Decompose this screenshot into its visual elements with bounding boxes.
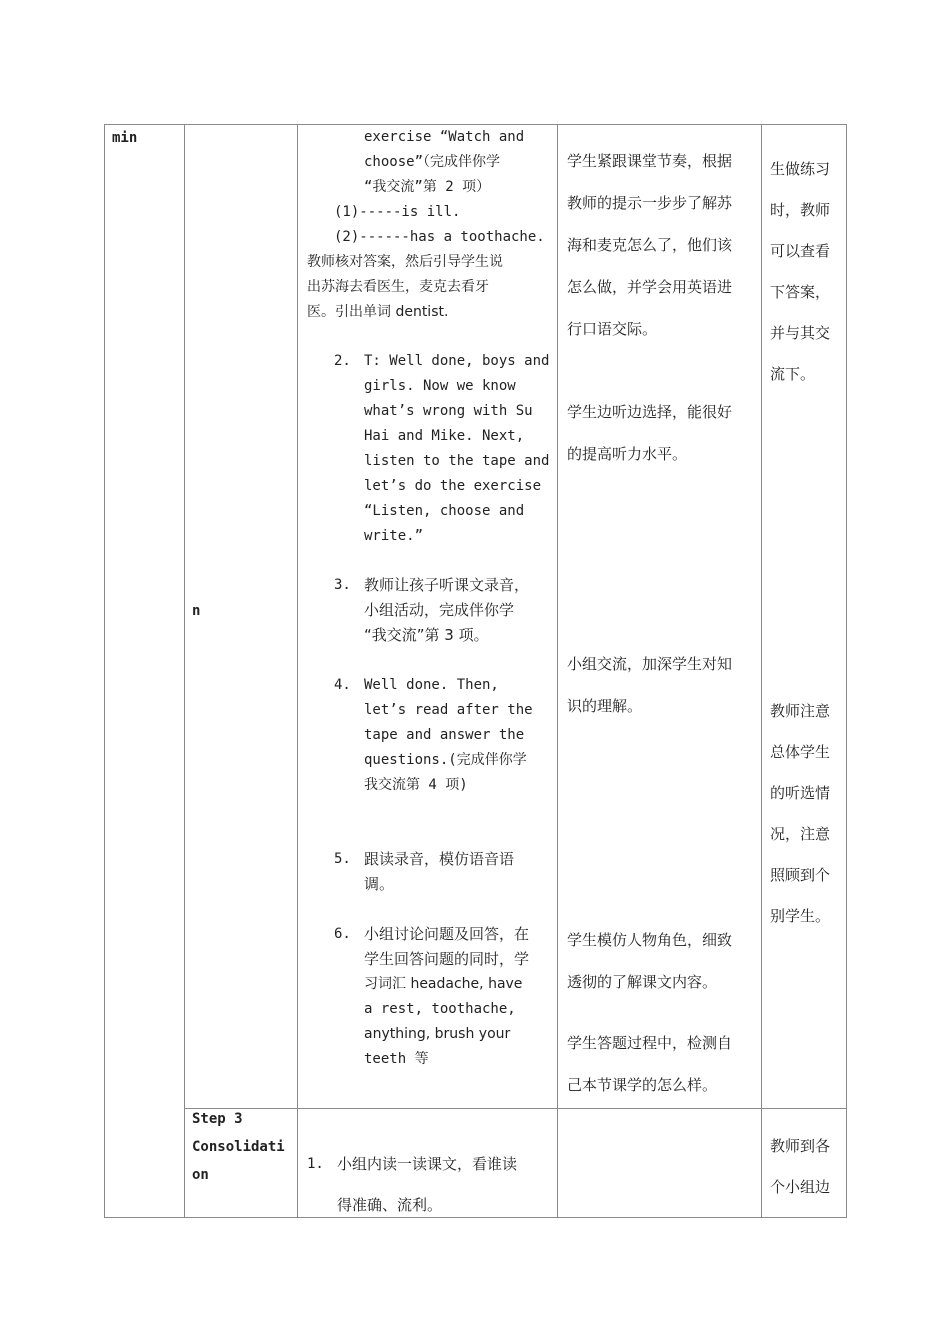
activity-line: 海和麦克怎么了，他们该: [567, 236, 733, 254]
activity-line: 识的理解。: [567, 697, 643, 715]
step-line: “我交流”第 3 项。: [364, 626, 489, 644]
step-number: 2.: [334, 353, 351, 369]
step-line: tape and answer the: [364, 727, 525, 743]
intent-para: [770, 1126, 840, 1208]
teacher-note-line: 教师核对答案，然后引导学生说: [307, 254, 503, 270]
step-line: 小组内读一读课文，看谁读: [337, 1155, 518, 1173]
intent-line: 生做练习: [770, 160, 831, 178]
intent-line: 个小组边: [770, 1178, 831, 1196]
activity-para: [567, 919, 753, 1003]
step-line: what’s wrong with Su: [364, 403, 533, 419]
step-line: 学生回答问题的同时，学: [364, 950, 530, 968]
activity-para: [567, 140, 753, 350]
activity-line: 小组交流，加深学生对知: [567, 655, 733, 673]
step-number: 6.: [334, 926, 351, 942]
stage-label-line: on: [192, 1167, 209, 1183]
step-line: 习词汇 headache, have: [364, 976, 523, 992]
intro-line: “我交流”第 2 项）: [364, 179, 491, 195]
intent-line: 总体学生: [770, 743, 831, 761]
step-line: a rest, toothache,: [364, 1001, 516, 1017]
step-line: 得准确、流利。: [337, 1196, 443, 1214]
step-number: 5.: [334, 851, 351, 867]
step-line: let’s do the exercise: [364, 478, 542, 494]
stage-cell: n: [192, 603, 201, 619]
step-number: 1.: [307, 1156, 324, 1172]
step-line: girls. Now we know: [364, 378, 516, 394]
intent-line: 的听选情: [770, 784, 831, 802]
intent-line: 流下。: [770, 365, 816, 383]
sub-item: (1)-----is ill.: [334, 204, 461, 220]
table-left-border: [104, 124, 105, 1218]
step-line: 我交流第 4 项): [364, 777, 468, 793]
column-divider-2: [297, 124, 298, 1218]
activity-line: 学生边听边选择，能很好: [567, 403, 733, 421]
step-line: 小组讨论问题及回答，在: [364, 925, 530, 943]
sub-item: (2)------has a toothache.: [334, 229, 545, 245]
step-line: teeth 等: [364, 1051, 429, 1067]
activity-line: 怎么做，并学会用英语进: [567, 278, 733, 296]
step-number: 4.: [334, 677, 351, 693]
intent-line: 下答案，: [770, 283, 831, 301]
activity-line: 教师的提示一步步了解苏: [567, 194, 733, 212]
activity-line: 透彻的了解课文内容。: [567, 973, 718, 991]
step-line: Hai and Mike. Next,: [364, 428, 525, 444]
activity-line: 学生紧跟课堂节奏，根据: [567, 152, 733, 170]
intent-line: 况，注意: [770, 825, 831, 843]
teacher-note-line: 医。引出单词 dentist.: [307, 304, 449, 320]
column-divider-4: [761, 124, 762, 1218]
intent-line: 教师注意: [770, 702, 831, 720]
column-divider-3: [557, 124, 558, 1218]
step-number: 3.: [334, 577, 351, 593]
intent-para: [770, 149, 840, 395]
stage-label-line: Consolidati: [192, 1139, 285, 1155]
intent-line: 教师到各: [770, 1137, 831, 1155]
intent-line: 时，教师: [770, 201, 831, 219]
step-line: T: Well done, boys and: [364, 353, 550, 369]
step-line: 教师让孩子听课文录音，: [364, 576, 530, 594]
step-line: questions.(完成伴你学: [364, 752, 527, 768]
step-line: write.”: [364, 528, 424, 544]
step-line: 跟读录音，模仿语音语: [364, 850, 515, 868]
step-line: anything, brush your: [364, 1026, 511, 1042]
step-line: listen to the tape and: [364, 453, 550, 469]
activity-line: 己本节课学的怎么样。: [567, 1076, 718, 1094]
step-line: 小组活动，完成伴你学: [364, 601, 515, 619]
intro-line: choose”（完成伴你学: [364, 154, 501, 170]
intent-line: 别学生。: [770, 907, 831, 925]
stage-label-line: Step 3: [192, 1111, 243, 1127]
column-divider-1: [184, 124, 185, 1218]
activity-para: [567, 643, 753, 727]
step-line: “Listen, choose and: [364, 503, 525, 519]
table-bottom-border: [104, 1217, 847, 1218]
step-line: 调。: [364, 875, 395, 893]
intent-line: 并与其交: [770, 324, 831, 342]
step-line: Well done. Then,: [364, 677, 499, 693]
activity-para: [567, 391, 753, 475]
intent-line: 可以查看: [770, 242, 831, 260]
time-cell: min: [112, 130, 138, 146]
teacher-note-line: 出苏海去看医生，麦克去看牙: [307, 279, 489, 295]
activity-line: 行口语交际。: [567, 320, 658, 338]
intent-para: [770, 691, 840, 937]
row-divider: [184, 1108, 847, 1109]
step-line: let’s read after the: [364, 702, 533, 718]
activity-para: [567, 1022, 753, 1106]
table-right-border: [846, 124, 847, 1218]
activity-line: 的提高听力水平。: [567, 445, 688, 463]
intent-line: 照顾到个: [770, 866, 831, 884]
activity-line: 学生模仿人物角色，细致: [567, 931, 733, 949]
activity-line: 学生答题过程中，检测自: [567, 1034, 733, 1052]
intro-line: exercise “Watch and: [364, 129, 525, 145]
